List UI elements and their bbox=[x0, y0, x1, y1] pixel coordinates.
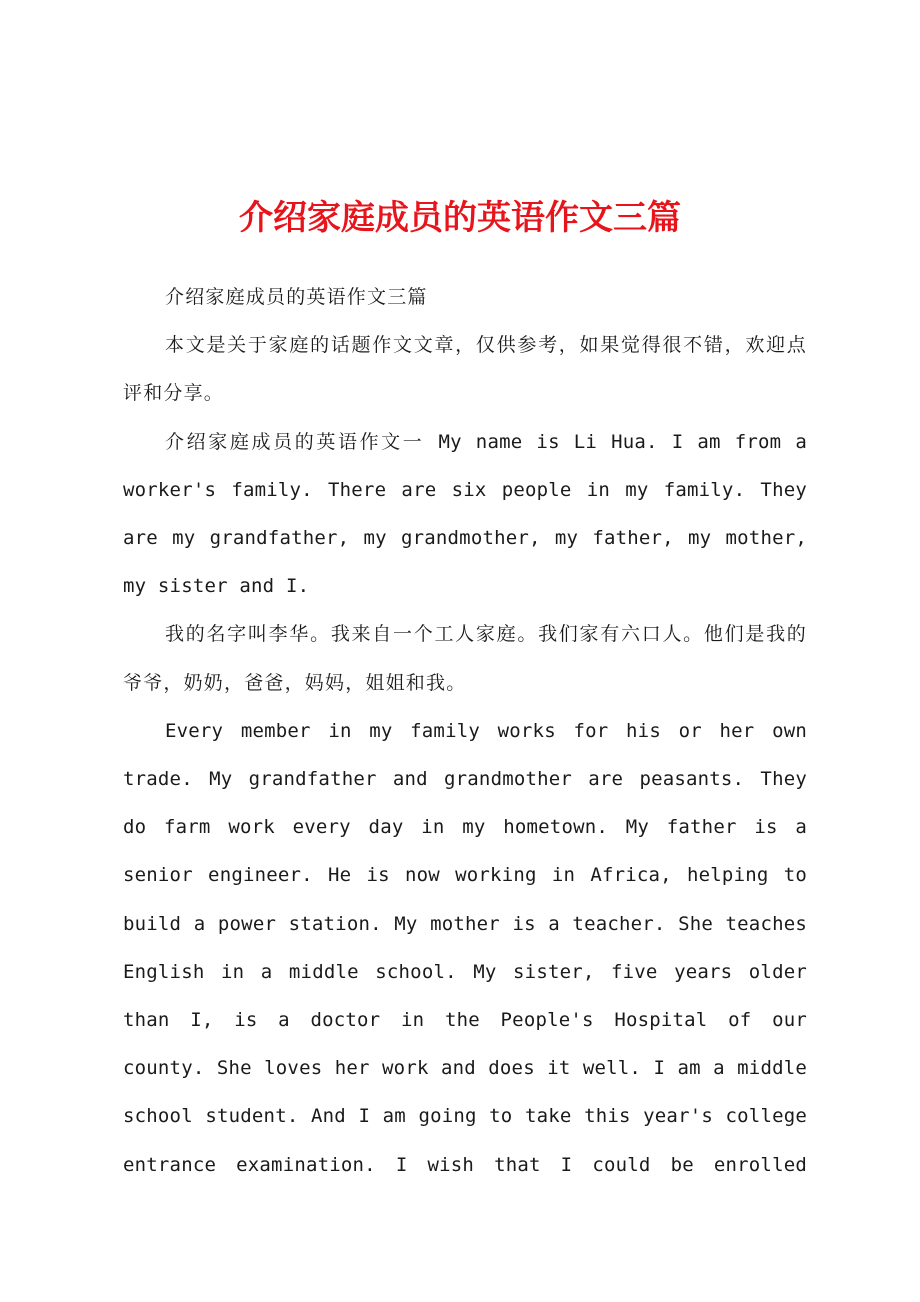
paragraph-subtitle: 介绍家庭成员的英语作文三篇 bbox=[165, 286, 428, 308]
paragraph-intro: 本文是关于家庭的话题作文文章，仅供参考，如果觉得很不错，欢迎点评和分享。 bbox=[123, 334, 807, 405]
document-body bbox=[123, 273, 807, 1189]
paragraph-essay-one-english: 介绍家庭成员的英语作文一 My name is Li Hua. I am from a worker's family. There are six people in my family. They are my grandfather, my grandmother, my father, my mother, my sister and I. bbox=[123, 430, 807, 598]
document-title: 介绍家庭成员的英语作文三篇 bbox=[239, 198, 681, 238]
paragraph-family-members: Every member in my family works for his or her own trade. My grandfather and grandmother are peasants. They do farm work every day in my hometown. My father is a senior engineer. He is now working in Africa, helping to build a power station. My mother is a teacher. She teaches English in a middle school. My sister, five years older than I, is a doctor in the People's Hospital of our county. She loves her work and does it well. I am a middle school student. And I am going to take this year's college entrance examination. I wish that I could be enrolled bbox=[123, 719, 807, 1176]
paragraph-essay-one-chinese: 我的名字叫李华。我来自一个工人家庭。我们家有六口人。他们是我的爷爷，奶奶，爸爸，妈妈，姐姐和我。 bbox=[123, 623, 807, 694]
